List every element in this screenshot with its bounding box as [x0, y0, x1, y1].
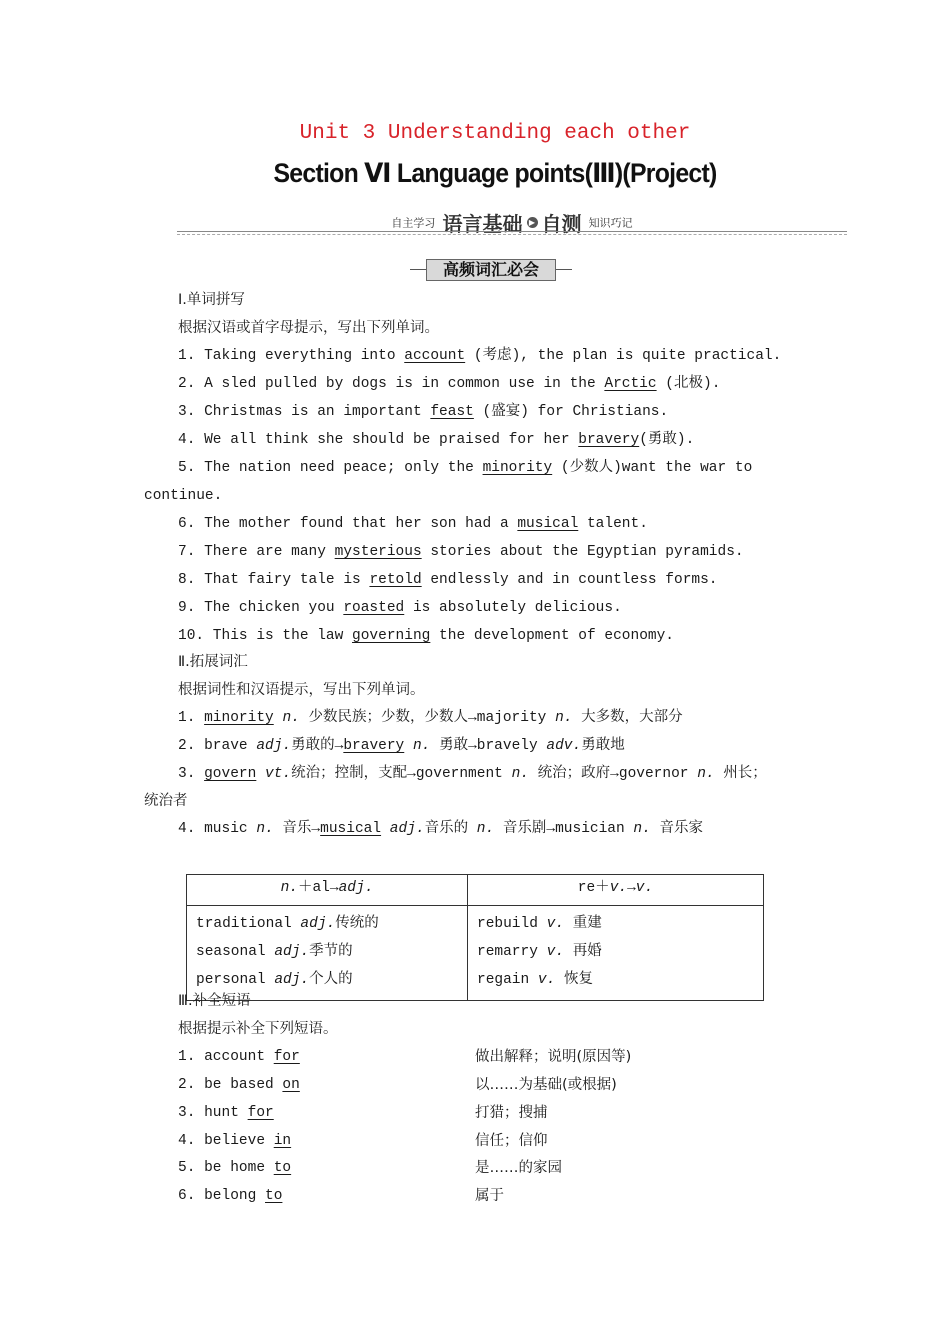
answer: minority [482, 460, 553, 476]
phrase-item: 6. belong to [178, 1188, 283, 1204]
list-item: 9. The chicken you roasted is absolutely delicious. [178, 600, 622, 616]
banner-divider [177, 231, 847, 232]
list-item: 10. This is the law governing the development of economy. [178, 628, 674, 644]
banner-left-label: 自主学习 [391, 216, 436, 230]
table-row: personal adj.个人的 [196, 972, 353, 988]
answer: bravery [343, 738, 405, 754]
answer: on [282, 1077, 300, 1093]
phrase-meaning: 是……的家园 [475, 1160, 562, 1176]
list-item: 1. minority n. 少数民族；少数，少数人→majority n. 大多数，大部分 [178, 710, 683, 726]
answer: retold [369, 572, 422, 588]
arrow-right-icon: ▶ [527, 217, 538, 228]
list-item: 4. We all think she should be praised for her bravery(勇敢). [178, 432, 695, 448]
table-row: traditional adj.传统的 [196, 916, 379, 932]
phrase-item: 1. account for [178, 1049, 300, 1065]
list-item: 5. The nation need peace; only the minority (少数人)want the war to [178, 460, 753, 476]
answer: for [273, 1049, 300, 1065]
phrase-item: 2. be based on [178, 1077, 300, 1093]
part3-heading: Ⅲ.补全短语 [178, 993, 251, 1009]
list-item-continuation: 统治者 [144, 793, 188, 809]
banner-main-left: 语言基础 [442, 212, 523, 236]
answer: musical [320, 821, 382, 837]
subheading: 高频词汇必会 [426, 259, 556, 281]
phrase-item: 5. be home to [178, 1160, 292, 1176]
table-row: regain v. 恢复 [477, 972, 594, 988]
answer: bravery [578, 432, 640, 448]
list-item: 2. brave adj.勇敢的→bravery n. 勇敢→bravely adv.勇敢地 [178, 738, 625, 754]
answer: in [273, 1133, 292, 1149]
answer: account [404, 348, 466, 364]
list-item: 6. The mother found that her son had a musical talent. [178, 516, 648, 532]
list-item-continuation: continue. [144, 488, 223, 504]
answer: to [265, 1188, 283, 1204]
table-row: seasonal adj.季节的 [196, 944, 353, 960]
phrase-meaning: 属于 [475, 1188, 504, 1204]
answer: governing [352, 628, 431, 644]
section-banner [177, 208, 847, 240]
phrase-item: 4. believe in [178, 1133, 292, 1149]
section-title: Section Ⅵ Language points(Ⅲ)(Project) [273, 158, 717, 188]
subheading-line-left [410, 269, 426, 270]
subheading-box [410, 258, 572, 282]
answer: govern [204, 766, 257, 782]
list-item: 1. Taking everything into account (考虑), the plan is quite practical. [178, 348, 782, 364]
phrase-meaning: 信任；信仰 [475, 1133, 548, 1149]
table-row: rebuild v. 重建 [477, 916, 602, 932]
table-cell-right [468, 906, 764, 1001]
list-item: 7. There are many mysterious stories about the Egyptian pyramids. [178, 544, 744, 560]
answer: mysterious [334, 544, 422, 560]
banner-divider-dashed [177, 234, 847, 235]
answer: to [273, 1160, 292, 1176]
answer: Arctic [604, 376, 657, 392]
list-item: 3. govern vt.统治；控制，支配→government n. 统治；政府→governor n. 州长； [178, 766, 767, 782]
part2-heading: Ⅱ.拓展词汇 [178, 654, 248, 670]
subheading-line-right [556, 269, 572, 270]
part2-instruction: 根据词性和汉语提示，写出下列单词。 [178, 682, 425, 698]
phrase-meaning: 打猎；搜捕 [475, 1105, 548, 1121]
list-item: 3. Christmas is an important feast (盛宴) for Christians. [178, 404, 669, 420]
phrase-meaning: 以……为基础(或根据) [475, 1077, 617, 1093]
answer: feast [430, 404, 474, 420]
phrase-item: 3. hunt for [178, 1105, 274, 1121]
table-row: remarry v. 再婚 [477, 944, 602, 960]
answer: for [247, 1105, 274, 1121]
word-formation-table [186, 874, 764, 1001]
phrase-meaning: 做出解释；说明(原因等) [475, 1049, 632, 1065]
list-item: 4. music n. 音乐→musical adj.音乐的 n. 音乐剧→musician n. 音乐家 [178, 821, 704, 837]
banner-main-right: 自测 [541, 212, 582, 236]
table-cell-left [187, 906, 468, 1001]
answer: musical [517, 516, 579, 532]
answer: roasted [343, 600, 405, 616]
table-header-left: n.＋al→adj. [187, 875, 468, 906]
banner-right-label: 知识巧记 [588, 216, 633, 230]
answer: minority [204, 710, 274, 726]
unit-title: Unit 3 Understanding each other [299, 122, 691, 145]
part1-instruction: 根据汉语或首字母提示，写出下列单词。 [178, 320, 439, 336]
list-item: 2. A sled pulled by dogs is in common use in the Arctic (北极). [178, 376, 721, 392]
list-item: 8. That fairy tale is retold endlessly and in countless forms. [178, 572, 718, 588]
table-header-right: re＋v.→v. [468, 875, 764, 906]
part1-heading: Ⅰ.单词拼写 [178, 292, 245, 308]
part3-instruction: 根据提示补全下列短语。 [178, 1021, 338, 1037]
